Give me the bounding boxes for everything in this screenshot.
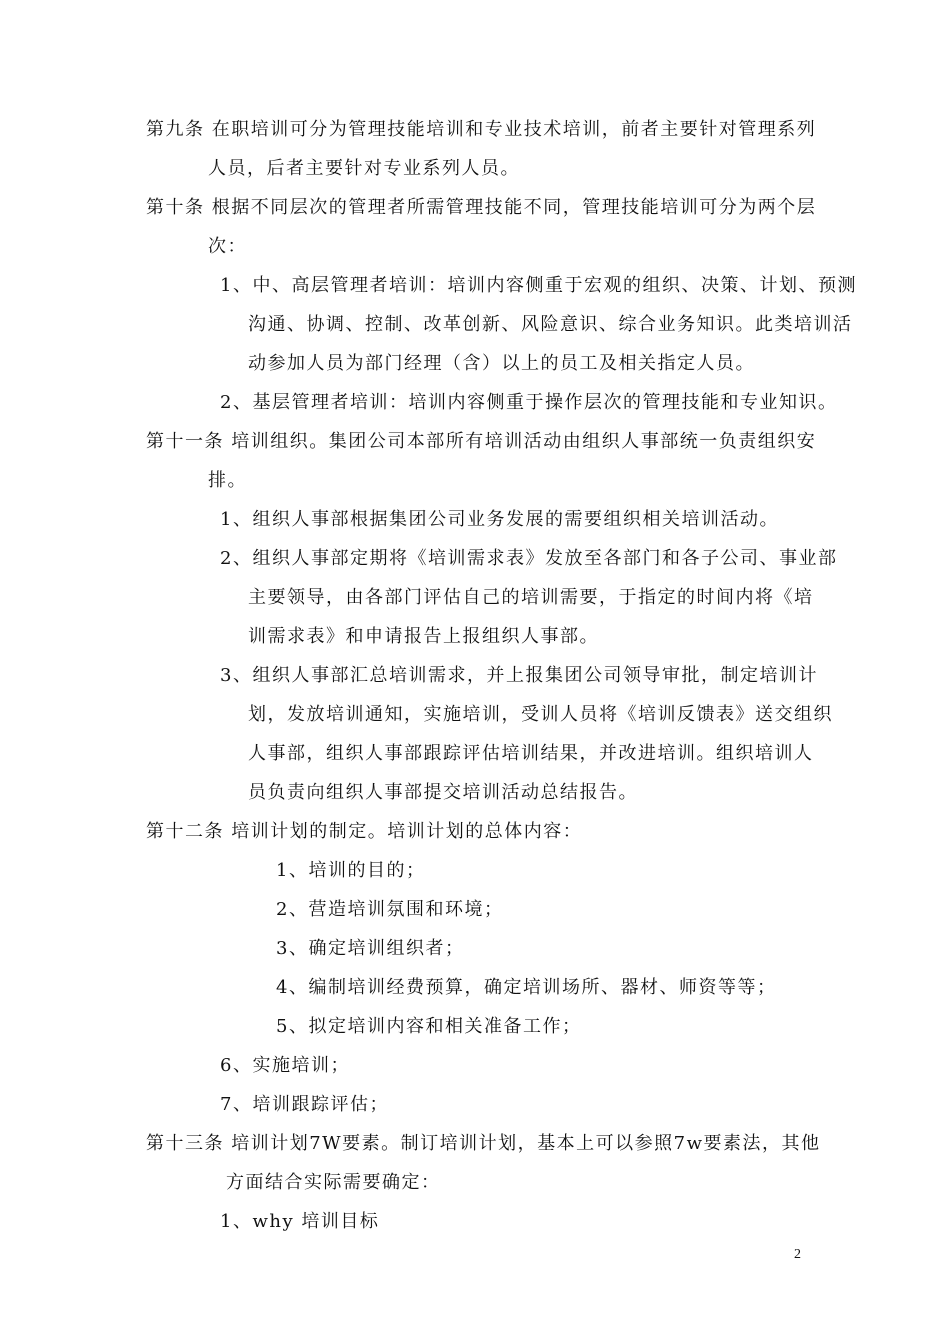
article-12-item-6: 6、实施培训； [220,1055,350,1076]
article-11-item-3-line-3: 人事部，组织人事部跟踪评估培训结果，并改进培训。组织培训人 [248,743,814,764]
article-11-item-2-line-3: 训需求表》和申请报告上报组织人事部。 [248,626,599,647]
article-11-line-1: 第十一条 培训组织。集团公司本部所有培训活动由组织人事部统一负责组织安 [146,431,817,452]
article-11-item-3-line-4: 员负责向组织人事部提交培训活动总结报告。 [248,782,638,803]
article-12-item-7: 7、培训跟踪评估； [220,1094,389,1115]
article-11-item-2-line-1: 2、组织人事部定期将《培训需求表》发放至各部门和各子公司、事业部 [220,548,838,569]
article-12-item-5: 5、拟定培训内容和相关准备工作； [276,1016,582,1037]
article-10-line-1: 第十条 根据不同层次的管理者所需管理技能不同，管理技能培训可分为两个层 [146,197,817,218]
article-9-line-2: 人员，后者主要针对专业系列人员。 [208,158,520,179]
article-12-item-2: 2、营造培训氛围和环境； [276,899,504,920]
article-12-line-1: 第十二条 培训计划的制定。培训计划的总体内容： [146,821,583,842]
article-12-item-3: 3、确定培训组织者； [276,938,465,959]
page-number: 2 [794,1247,801,1262]
article-11-item-3-line-1: 3、组织人事部汇总培训需求，并上报集团公司领导审批，制定培训计 [220,665,818,686]
article-13-line-2: 方面结合实际需要确定： [226,1172,441,1193]
article-10-item-2: 2、基层管理者培训：培训内容侧重于操作层次的管理技能和专业知识。 [220,392,838,413]
article-11-item-2-line-2: 主要领导，由各部门评估自己的培训需要，于指定的时间内将《培 [248,587,814,608]
article-12-item-1: 1、培训的目的； [276,860,426,881]
article-9-line-1: 第九条 在职培训可分为管理技能培训和专业技术培训，前者主要针对管理系列 [146,119,817,140]
article-10-item-1-line-2: 沟通、协调、控制、改革创新、风险意识、综合业务知识。此类培训活 [248,314,853,335]
article-11-item-1: 1、组织人事部根据集团公司业务发展的需要组织相关培训活动。 [220,509,779,530]
article-11-item-3-line-2: 划，发放培训通知，实施培训，受训人员将《培训反馈表》送交组织 [248,704,833,725]
article-10-line-2: 次： [208,236,247,257]
article-10-item-1-line-1: 1、中、高层管理者培训：培训内容侧重于宏观的组织、决策、计划、预测 [220,275,857,296]
article-13-line-1: 第十三条 培训计划7W要素。制订培训计划，基本上可以参照7w要素法，其他 [146,1133,821,1154]
article-13-item-1: 1、why 培训目标 [220,1211,380,1232]
article-11-line-2: 排。 [208,470,247,491]
article-10-item-1-line-3: 动参加人员为部门经理（含）以上的员工及相关指定人员。 [248,353,755,374]
article-12-item-4: 4、编制培训经费预算，确定培训场所、器材、师资等等； [276,977,777,998]
